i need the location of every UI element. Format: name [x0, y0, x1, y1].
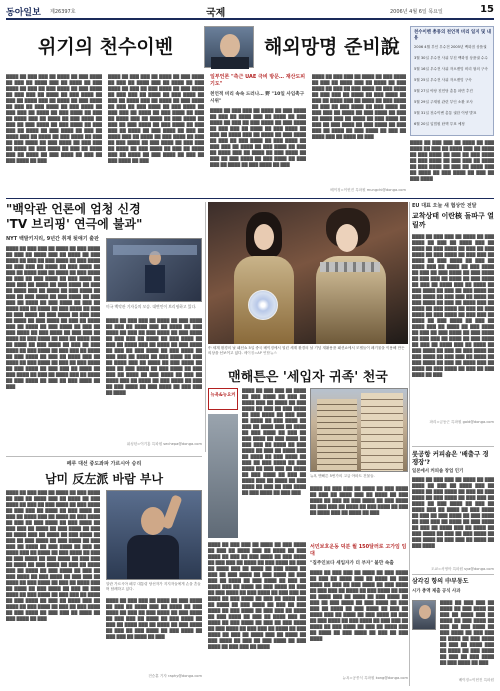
suit-shape: [127, 535, 179, 580]
tv-article: [6, 202, 202, 452]
sidebar-row: 5월 31일 천수이벤 총통 권한 이양 발표: [414, 111, 477, 115]
ebiz-title: 삼각김 항의 中부동도: [412, 578, 469, 585]
sidebar-list: [414, 45, 492, 127]
iran-kicker: EU 대표 오늘 새 협상안 전달: [412, 203, 477, 209]
section-title: 국제: [206, 8, 226, 19]
lead-subtitle-2: 천언적 비리 속속 드러나… 野 "10일 사임촉구 시위": [210, 92, 305, 104]
tv-photo: [106, 238, 202, 302]
manhattan-col-3: ████ ██ ███ ███ ██ ████ ██ ███ ████ ██ ███ ██ ████ ███ ██ ████ ██ ███ ████ ██ ███ ██ ███ ████ ██ ███ ████ ██ ███ ███ ██ ████ ██ ███ ████ ██ ███ ██ ████ ███ ██ ████ ██ ███ ████ ██ ███ ██ ███ ████ ██ ███ ████ ██ ███ ███ ██ ████ ██ ███ ████ ██ ███ ██ ████ ███ ██ ████ ██ ███ ████ ██ ███ ██ ███ ████ ██ ███ ████ ██ ███ ███ ██ ████ ██ ███ ████ ██ ███ ██ ████ ███ ██ ████ ██ ███ ████ ██ ███ ██ ███ ████ ██ ███ ████ ██ ███ ███ ██ ████ ██ ███ ████ ██ ███ ██ ████ ███ ██ ████ ██ ███ ████ ██ ███ ██ ███ ████ ██ ███ ████ ██ ███ ███ ██ ████ ██ ███ ████ ██ ███ ██ ████ ███ ██ ████ ██ ███ ████ ██ ███ ██ ███ ████ ██ ███ ████ ██ ███ ███ ██ ████: [208, 542, 306, 649]
sidebar-title: 천수이벤 총통의 천언적 비리 일지 및 내용: [414, 30, 492, 41]
issue-date: 2006년 4월 6일 목요일: [390, 9, 443, 15]
ebiz-body: ████ ██ ███ ███ ██ ████ ██ ███ ████ ██ ███ ██ ████ ███ ██ ████ ██ ███ ████ ██ ███ ██ ███ ████ ██ ███ ████ ██ ███ ███ ██ ████ ██ ███ ████ ██ ███ ██ ████ ███ ██ ████ ██ ███ ████ ██ ███ ██ ███ ████ ██ ███ ████ ██ ███: [440, 600, 494, 665]
peru-article: [6, 460, 202, 686]
manhattan-article: [208, 366, 408, 686]
manhattan-photo-caption: 뉴욕 맨해튼 5번가의 고급 아파트 건물들.: [310, 474, 375, 478]
tv-title-1: "백악관 언론에 엄청 신경: [6, 202, 141, 216]
coffee-byline: 도쿄=서영아 특파원 sya@donga.com: [431, 567, 494, 571]
lead-subhead-block: [210, 74, 306, 105]
issue-number: 제26397호: [50, 9, 76, 15]
lead-title-left: 위기의 천수이벤: [38, 36, 174, 58]
building-block: [361, 393, 403, 472]
building-photo: [208, 414, 238, 538]
manhattan-subtitle: 서민보호운동 덕분 월 150달러로 고가임 임대: [310, 544, 407, 557]
peru-col-2: ████ ██ ███ ███ ██ ████ ██ ███ ████ ██ ███ ██ ████ ███ ██ ████ ██ ███ ████ ██ ███ ██ ███ ████ ██ ███ ████ ██ ███ ███ ██ ████ ██ ███ ████ ██ ███ ██ ████ ███ ██ ████ ██ ███ ████ ██ ███ ██ ███ ████ ██ ███ ████ ██ ███ ███ ██ ████ ██ ███: [106, 598, 202, 639]
lead-col-3: ████ ██ ███ ███ ██ ████ ██ ███ ████ ██ ███ ██ ████ ███ ██ ████ ██ ███ ████ ██ ███ ██ ███ ████ ██ ███ ████ ██ ███ ███ ██ ████ ██ ███ ████ ██ ███ ██ ████ ███ ██ ████ ██ ███ ████ ██ ███ ██ ███ ████ ██ ███ ████ ██ ███ ███ ██ ████ ██ ███ ████ ██ ███ ██ ████ ███ ██ ████ ██ ███ ████ ██ ███ ██ ███ ████ ██ ███ ████ ██ ███ ███ ██ ████ ██ ███ ████ ██ ███: [210, 108, 306, 167]
page-number: 15: [480, 4, 494, 15]
sidebar-row: 5월 25일 우수전 사위 자오젠밍 구속: [414, 78, 472, 82]
manhattan-col-1: ████ ██ ███ ███ ██ ████ ██ ███ ████ ██ ███ ██ ████ ███ ██ ████ ██ ███ ████ ██ ███ ██ ███ ████ ██ ███ ████ ██ ███ ███ ██ ████ ██ ███ ████ ██ ███ ██ ████ ███ ██ ████ ██ ███ ████ ██ ███ ██ ███ ████ ██ ███ ████ ██ ███ ███ ██ ████ ██ ███ ████ ██ ███ ██ ████ ███ ██ ████ ██ ███ ████ ██ ███ ██ ███ ████ ██ ███ ████ ██ ███ ███ ██ ████ ██ ███ ████ ██ ███ ██ ████ ███ ██ ████ ██ ███ ████ ██ ███ ██ ███ ████ ██ ███ ████ ██ ███ ███: [242, 388, 306, 495]
ebiz-subtitle: 시가 총액 제출 공식 사과: [412, 589, 461, 594]
sidebar-row: 3월 30일 우수전 사위 부친 백화점 상품권 수수: [414, 56, 488, 60]
suit-shape: [211, 57, 249, 69]
iran-title: 교착상태 이란核 돌파구 열릴까: [412, 212, 494, 229]
portrait-photo: [204, 26, 254, 68]
sidebar-row: 6월 20일 입법원 탄핵 투표 예정: [414, 122, 465, 126]
peru-byline: 전승훈 기자 raphy@donga.com: [148, 674, 202, 678]
lead-col-4: ████ ██ ███ ███ ██ ████ ██ ███ ████ ██ ███ ██ ████ ███ ██ ████ ██ ███ ████ ██ ███ ██ ███ ████ ██ ███ ████ ██ ███ ███ ██ ████ ██ ███ ████ ██ ███ ██ ████ ███ ██ ████ ██ ███ ████ ██ ███ ██ ███ ████ ██ ███ ████ ██ ███ ███ ██ ████ ██ ███ ████ ██ ███ ██ ████ ███ ██ ████ ██ ███ ████ ██ ███ ██ ███ ████ ██ ███ ████ ██ ███ ███ ██ ████ ██ ███ ████ ██ ███ ██ ████ ███ ██ ████ ██ ███: [312, 74, 406, 139]
tv-title-2: 'TV 브리핑' 연극에 불과": [6, 217, 143, 231]
iran-byline: 파리=금동근 특파원 gold@donga.com: [429, 420, 494, 424]
sidebar-row: 5월 16일 우수전 사위 자오젠밍 비리 혐의 구속: [414, 67, 488, 71]
fashion-caption: [208, 346, 408, 356]
manhattan-photo-main: [310, 388, 408, 472]
manhattan-title: 맨해튼은 '세입자 귀족' 천국: [228, 370, 388, 385]
section-divider: [412, 574, 494, 575]
tv-col-2: ████ ██ ███ ███ ██ ████ ██ ███ ████ ██ ███ ██ ████ ███ ██ ████ ██ ███ ████ ██ ███ ██ ███ ████ ██ ███ ████ ██ ███ ███ ██ ████ ██ ███ ████ ██ ███ ██ ████ ███ ██ ████ ██ ███ ████ ██ ███ ██ ███ ████ ██ ███ ████ ██ ███ ███ ██ ████ ██ ███ ████ ██ ███ ██ ████ ███ ██ ████ ██ ███ ████ ██ ███ ██ ███ ████ ██ ███ ████ ██ ███ ███ ██ ████ ██ ███ ████ ██ ███ ██ ████ ███ ██ ████ ██ ███ ████ ██ ███ ██ ███ ████ ██ ███ ████ ██ ███ ███ ██ ████: [106, 318, 202, 395]
fashion-credit: 베이징=AP 연합뉴스: [243, 351, 277, 355]
coffee-article: [412, 450, 494, 570]
peru-kicker: 페루 대선 중도좌파 가르시아 승리: [66, 461, 142, 467]
sidebar-row: 2006 4월 부인 우수전 2005년 백화점 상품권: [414, 45, 487, 49]
sidebar-box: [410, 26, 494, 136]
fashion-caption-text: 中 세계 환경의 날 패션쇼 5일 중국 베이징에서 열린 세계 환경의 날 기념 재활용품 패션쇼에서 모델들이 폐기물을 이용해 만든 의상을 선보이고 있다.: [208, 346, 405, 355]
coffee-title: 룻공항 커피숍은 '배출구 경쟁장'?: [412, 450, 489, 466]
backdrop-shape: [113, 245, 197, 255]
ebiz-article: [412, 578, 494, 686]
ebiz-byline: 베이징=이헌진 특파원: [458, 678, 494, 682]
building-block: [317, 399, 357, 472]
model-right-face: [336, 224, 358, 252]
ebiz-portrait: [412, 600, 436, 630]
tv-byline: 워싱턴=이기홍 특파원 sechepa@donga.com: [126, 442, 202, 446]
manhattan-byline: 뉴욕=공종식 특파원 kong@donga.com: [342, 676, 408, 680]
manhattan-col-4: ████ ██ ███ ███ ██ ████ ██ ███ ████ ██ ███ ██ ████ ███ ██ ████ ██ ███ ████ ██ ███ ██ ███ ████ ██ ███ ████ ██ ███ ███ ██ ████ ██ ███ ████ ██ ███ ██ ████ ███ ██ ████ ██ ███ ████ ██ ███ ██ ███ ████ ██ ███ ████ ██ ███ ███ ██ ████ ██ ███ ████ ██ ███ ██ ████ ███ ██ ████ ██ ███ ████ ██ ███ ██ ███ ████ ██ ███ ████ ██ ███ ███ ██ ████ ██ ███ ████ ██ ███ ██ ████ ███ ██ ████ ██ ███ ████ ██ ███ ██ ███ ████: [310, 570, 408, 641]
section-divider: [6, 456, 202, 457]
section-divider: [6, 198, 494, 199]
tv-subtitle: NYT 백발키지리, 9년간 취재 뒷얘기 출판: [6, 236, 99, 242]
lead-title-right: 해외망명 준비說: [264, 36, 400, 58]
section-divider: [412, 446, 494, 447]
manhattan-subhead-block: [310, 544, 408, 567]
tv-photo-caption: 미국 백악관 기자들의 모습. 대변인이 브리핑하고 있다.: [106, 304, 197, 309]
raised-arm-shape: [161, 494, 182, 529]
can-ornament-shape: [320, 262, 380, 272]
newspaper-logo: 동아일보: [6, 8, 41, 18]
fashion-photo: [208, 202, 408, 344]
lead-article: [6, 26, 406, 196]
coffee-body: ████ ██ ███ ███ ██ ████ ██ ███ ████ ██ ███ ██ ████ ███ ██ ████ ██ ███ ████ ██ ███ ██ ███ ████ ██ ███ ████ ██ ███ ███ ██ ████ ██ ███ ████ ██ ███ ██ ████ ███ ██ ████ ██ ███ ████ ██ ███ ██ ███ ████ ██ ███ ████ ██ ███ ███ ██ ████ ██ ███ ████ ██ ███ ██ ████ ███ ██ ████ ██ ███ ████ ██ ███ ██ ███ ████ ██ ███ ████ ██ ███ ███ ██ ████ ██ ███ ████: [412, 477, 494, 548]
column-divider: [409, 202, 410, 686]
tv-col-1: ████ ██ ███ ███ ██ ████ ██ ███ ████ ██ ███ ██ ████ ███ ██ ████ ██ ███ ████ ██ ███ ██ ███ ████ ██ ███ ████ ██ ███ ███ ██ ████ ██ ███ ████ ██ ███ ██ ████ ███ ██ ████ ██ ███ ████ ██ ███ ██ ███ ████ ██ ███ ████ ██ ███ ███ ██ ████ ██ ███ ████ ██ ███ ██ ████ ███ ██ ████ ██ ███ ████ ██ ███ ██ ███ ████ ██ ███ ████ ██ ███ ███ ██ ████ ██ ███ ████ ██ ███ ██ ████ ███ ██ ████ ██ ███ ████ ██ ███ ██ ███ ████ ██ ███ ████ ██ ███ ███ ██ ████ ██ ███ ████ ██ ███ ██ ████ ███ ██ ████ ██ ███ ████ ██ ███ ██ ███ ████ ██ ███ ████ ██ ███ ███ ██ ████ ██ ███ ████ ██ ███ ██ ████ ███ ██ ████ ██ ███ ████ ██ ███ ██ ███ ████ ██ ███ ████ ██ ███ ███ ██ ████ ██ ███ ████ ██ ███ ██ ████ ███ ██ ████ ██ ███ ████ ██ ███ ██ ███ ████ ██ ███ ████ ██ ███ ███ ██ ████ ██ ███ ████ ██ ███ ██ ████ ███ ██ ████ ██ ███ ████ ██ ███ ██ ███ ████ ██ ███: [6, 246, 100, 389]
peru-col-1: ████ ██ ███ ███ ██ ████ ██ ███ ████ ██ ███ ██ ████ ███ ██ ████ ██ ███ ████ ██ ███ ██ ███ ████ ██ ███ ████ ██ ███ ███ ██ ████ ██ ███ ████ ██ ███ ██ ████ ███ ██ ████ ██ ███ ████ ██ ███ ██ ███ ████ ██ ███ ████ ██ ███ ███ ██ ████ ██ ███ ████ ██ ███ ██ ████ ███ ██ ████ ██ ███ ████ ██ ███ ██ ███ ████ ██ ███ ████ ██ ███ ███ ██ ████ ██ ███ ████ ██ ███ ██ ████ ███ ██ ████ ██ ███ ████ ██ ███ ██ ███ ████ ██ ███ ████ ██ ███ ███ ██ ████ ██ ███ ████ ██ ███ ██ ████ ███ ██ ████ ██ ███ ████ ██ ███ ██ ███ ████ ██ ███ ████ ██ ███ ███ ██ ████ ██ ███ ████ ██ ███ ██ ████ ███ ██ ████ ██ ███ ████ ██ ███ ██ ███ ████ ██ ███ ████ ██ ███ ███ ██ ████ ██ ███ ████ ██ ███ ██ ████ ███ ██ ████ ██ ███ ████ ██ ███ ██ ███ ████ ██ ███ ████ ██ ███ ███ ██ ████ ██ ███ ████ ██ ███: [6, 490, 100, 621]
sidebar-under-text: ████ ██ ███ ███ ██ ████ ██ ███ ████ ██ ███ ██ ████ ███ ██ ████ ██ ███ ████ ██ ███ ██ ███ ████ ██ ███ ████ ██ ███ ███ ██ ████ ██ ███ ████ ██ ███ ██ ████ ███ ██ ████ ██ ███ ████ ██ ███ ██ ███ ████: [410, 140, 494, 181]
face-shape: [419, 605, 431, 619]
manhattan-col-2: ████ ██ ███ ███ ██ ████ ██ ███ ████ ██ ███ ██ ████ ███ ██ ████ ██ ███ ████ ██ ███ ██ ███ ████ ██ ███ ████ ██ ███ ███ ██ ████ ██ ███ ████ ██ ███ ██ ████ ███ ██ ████ ██ ███: [310, 486, 408, 515]
model-left-face: [254, 224, 274, 250]
lead-subtitle: 일부언론 "측근 UAE 극비 방문… 재산도피 기도": [210, 74, 306, 87]
cd-disc-icon: [248, 290, 278, 320]
peru-photo: [106, 490, 202, 580]
iran-article: [412, 202, 494, 442]
sidebar-row: 5월 27일 야당 친민당 총통 파면 추진: [414, 89, 473, 93]
masthead: [6, 4, 494, 20]
lead-col-2: ████ ██ ███ ███ ██ ████ ██ ███ ████ ██ ███ ██ ████ ███ ██ ████ ██ ███ ████ ██ ███ ██ ███ ████ ██ ███ ████ ██ ███ ███ ██ ████ ██ ███ ████ ██ ███ ██ ████ ███ ██ ████ ██ ███ ████ ██ ███ ██ ███ ████ ██ ███ ████ ██ ███ ███ ██ ████ ██ ███ ████ ██ ███ ██ ████ ███ ██ ████ ██ ███ ████ ██ ███ ██ ███ ████ ██ ███ ████ ██ ███ ███ ██ ████ ██ ███ ████ ██ ███ ██ ████ ███ ██ ████ ██ ███ ████ ██ ███ ██ ███ ████ ██ ███ ████ ██ ███ ███ ██ ████ ██ ███ ████ ██ ███ ██ ████ ███ ██ ████ ██ ███ ████ ██ ███ ██ ███ ████ ██ ███: [108, 74, 204, 163]
sidebar-row: 5월 29일 주재원 관련 부인 소환 조사: [414, 100, 473, 104]
ny-logo-label: 뉴욕&뉴요커: [210, 393, 236, 398]
manhattan-subtitle-2: "집주인보다 세입자가 더 부자" 불만 속출: [310, 561, 394, 566]
peru-title: 남미 反左派 바람 부나: [44, 472, 164, 486]
person-shape: [141, 507, 165, 535]
iran-body: ████ ██ ███ ███ ██ ████ ██ ███ ████ ██ ███ ██ ████ ███ ██ ████ ██ ███ ████ ██ ███ ██ ███ ████ ██ ███ ████ ██ ███ ███ ██ ████ ██ ███ ████ ██ ███ ██ ████ ███ ██ ████ ██ ███ ████ ██ ███ ██ ███ ████ ██ ███ ████ ██ ███ ███ ██ ████ ██ ███ ████ ██ ███ ██ ████ ███ ██ ████ ██ ███ ████ ██ ███ ██ ███ ████ ██ ███ ████ ██ ███ ███ ██ ████ ██ ███ ████ ██ ███ ██ ████ ███ ██ ████ ██ ███ ████ ██ ███ ██ ███ ████ ██ ███ ████ ██ ███ ███ ██ ████ ██ ███ ████ ██ ███ ██ ████ ███ ██ ████ ██ ███ ████ ██ ███ ██ ███ ████ ██ ███ ████ ██ ███ ███ ██ ████ ██ ███ ████ ██ ███ ██ ████ ███ ██ ████ ██ ███ ████ ██ ███ ██ ███ ████ ██ ███ ████ ██ ███ ███ ██ ████ ██ ███ ████ ██ ███ ██ ████ ███ ██ ████ ██ ███ ████ ██ ███ ██ ███ ████ ██ ███: [412, 234, 494, 377]
peru-photo-caption: 알란 가르시아 페루 대통령 당선자가 지지자들에게 손을 흔들며 답례하고 있다.: [106, 582, 201, 591]
coffee-subtitle: 일본에서 커피숍 창업 인기: [412, 469, 464, 474]
face-shape: [220, 34, 240, 58]
lead-col-1: ████ ██ ███ ███ ██ ████ ██ ███ ████ ██ ███ ██ ████ ███ ██ ████ ██ ███ ████ ██ ███ ██ ███ ████ ██ ███ ████ ██ ███ ███ ██ ████ ██ ███ ████ ██ ███ ██ ████ ███ ██ ████ ██ ███ ████ ██ ███ ██ ███ ████ ██ ███ ████ ██ ███ ███ ██ ████ ██ ███ ████ ██ ███ ██ ████ ███ ██ ████ ██ ███ ████ ██ ███ ██ ███ ████ ██ ███ ████ ██ ███ ███ ██ ████ ██ ███ ████ ██ ███ ██ ████ ███ ██ ████ ██ ███ ████ ██ ███ ██ ███ ████ ██ ███ ████ ██ ███ ███ ██ ████ ██ ███ ████ ██ ███ ██ ████ ███ ██ ████ ██ ███ ████ ██ ███ ██ ███ ████ ██ ███: [6, 74, 102, 163]
podium-shape: [145, 265, 165, 293]
column-divider: [205, 202, 206, 452]
lead-byline: 베이징=이헌진 특파원 mungchi@donga.com: [330, 188, 406, 192]
ny-logo-badge: [208, 388, 238, 410]
